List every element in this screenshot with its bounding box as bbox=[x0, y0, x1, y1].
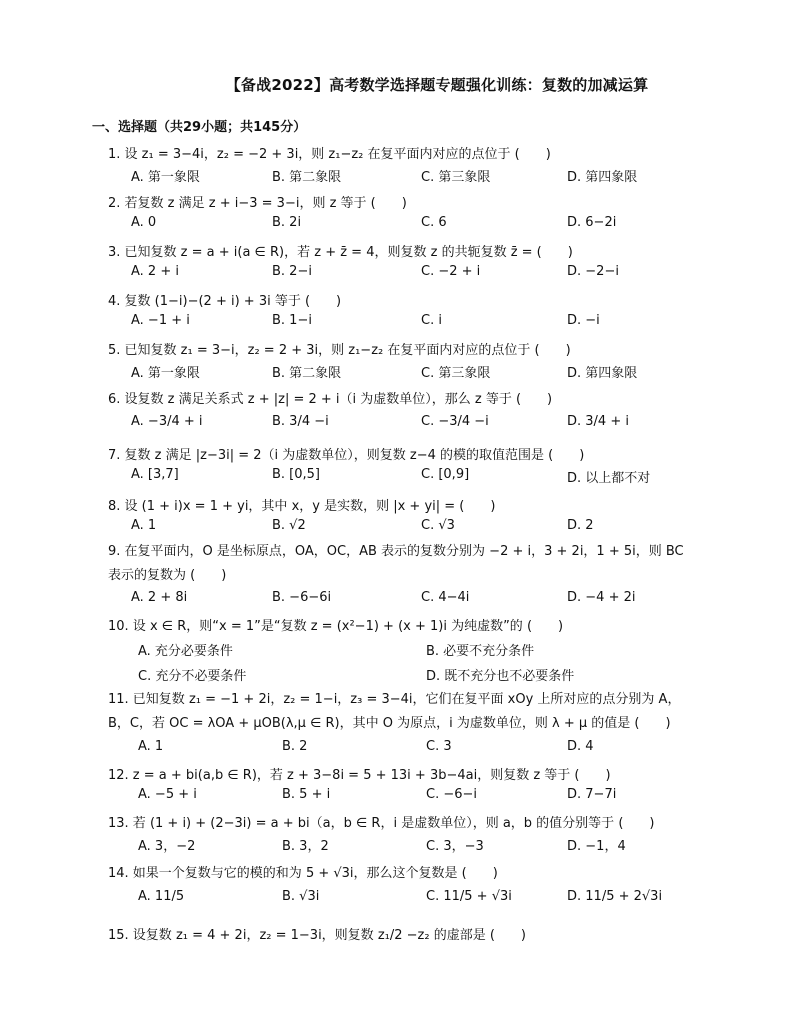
q13-option-a[interactable]: A. 3，−2 bbox=[138, 839, 196, 854]
q13-option-b[interactable]: B. 3，2 bbox=[282, 839, 329, 854]
question-4: 4. 复数 (1−i)−(2 + i) + 3i 等于 ( ) bbox=[108, 294, 342, 309]
q2-option-d[interactable]: D. 6−2i bbox=[567, 215, 617, 230]
q11-option-b[interactable]: B. 2 bbox=[282, 739, 308, 754]
q9-option-c[interactable]: C. 4−4i bbox=[421, 590, 470, 605]
q12-option-b[interactable]: B. 5 + i bbox=[282, 787, 331, 802]
question-1: 1. 设 z₁ = 3−4i，z₂ = −2 + 3i，则 z₁−z₂ 在复平面内对应的点位于 ( ) bbox=[108, 147, 551, 162]
q5-option-c[interactable]: C. 第三象限 bbox=[421, 366, 491, 381]
q2-option-a[interactable]: A. 0 bbox=[131, 215, 157, 230]
q3-option-b[interactable]: B. 2−i bbox=[272, 264, 312, 279]
q10-option-a[interactable]: A. 充分必要条件 bbox=[138, 644, 233, 659]
question-12: 12. z = a + bi(a,b ∈ R)，若 z + 3−8i = 5 + 13i + 3b−4ai，则复数 z 等于 ( ) bbox=[108, 768, 611, 783]
q4-option-c[interactable]: C. i bbox=[421, 313, 442, 328]
q6-option-c[interactable]: C. −3/4 −i bbox=[421, 414, 489, 429]
q10-option-d[interactable]: D. 既不充分也不必要条件 bbox=[426, 669, 575, 684]
q2-option-c[interactable]: C. 6 bbox=[421, 215, 447, 230]
q14-option-d[interactable]: D. 11/5 + 2√3i bbox=[567, 889, 663, 904]
q1-option-d[interactable]: D. 第四象限 bbox=[567, 170, 638, 185]
q13-option-c[interactable]: C. 3，−3 bbox=[426, 839, 484, 854]
question-3: 3. 已知复数 z = a + i(a ∈ R)，若 z + z̄ = 4，则复数 z 的共轭复数 z̄ = ( ) bbox=[108, 245, 573, 260]
q1-option-b[interactable]: B. 第二象限 bbox=[272, 170, 342, 185]
q9-option-a[interactable]: A. 2 + 8i bbox=[131, 590, 188, 605]
q4-option-a[interactable]: A. −1 + i bbox=[131, 313, 190, 328]
question-8: 8. 设 (1 + i)x = 1 + yi，其中 x，y 是实数，则 |x + yi| = ( ) bbox=[108, 499, 496, 514]
q3-option-a[interactable]: A. 2 + i bbox=[131, 264, 179, 279]
q3-option-c[interactable]: C. −2 + i bbox=[421, 264, 481, 279]
q4-option-b[interactable]: B. 1−i bbox=[272, 313, 312, 328]
q10-option-c[interactable]: C. 充分不必要条件 bbox=[138, 669, 247, 684]
q14-option-a[interactable]: A. 11/5 bbox=[138, 889, 185, 904]
document-title: 【备战2022】高考数学选择题专题强化训练：复数的加减运算 bbox=[225, 76, 649, 94]
q5-option-a[interactable]: A. 第一象限 bbox=[131, 366, 200, 381]
question-15: 15. 设复数 z₁ = 4 + 2i，z₂ = 1−3i，则复数 z₁/2 −z₂ 的虚部是 ( ) bbox=[108, 928, 526, 943]
q5-option-b[interactable]: B. 第二象限 bbox=[272, 366, 342, 381]
q11-option-c[interactable]: C. 3 bbox=[426, 739, 452, 754]
question-11: 11. 已知复数 z₁ = −1 + 2i，z₂ = 1−i，z₃ = 3−4i，它们在复平面 xOy 上所对应的点分别为 A，B，C，若 OC = λOA + μOB(λ,μ ∈ R)，其中 O 为原点，i 为虚数单位，则 λ + μ 的值是 ( ) bbox=[108, 692, 681, 731]
question-5: 5. 已知复数 z₁ = 3−i，z₂ = 2 + 3i，则 z₁−z₂ 在复平面内对应的点位于 ( ) bbox=[108, 343, 571, 358]
q8-option-b[interactable]: B. √2 bbox=[272, 518, 306, 533]
q6-option-b[interactable]: B. 3/4 −i bbox=[272, 414, 329, 429]
q9-option-b[interactable]: B. −6−6i bbox=[272, 590, 332, 605]
q4-option-d[interactable]: D. −i bbox=[567, 313, 600, 328]
q6-option-a[interactable]: A. −3/4 + i bbox=[131, 414, 203, 429]
question-6: 6. 设复数 z 满足关系式 z + |z| = 2 + i（i 为虚数单位），那么 z 等于 ( ) bbox=[108, 392, 553, 407]
q7-option-c[interactable]: C. [0,9] bbox=[421, 467, 470, 482]
question-9: 9. 在复平面内，O 是坐标原点，OA，OC，AB 表示的复数分别为 −2 + i，3 + 2i，1 + 5i，则 BC 表示的复数为 ( ) bbox=[108, 544, 684, 583]
q12-option-d[interactable]: D. 7−7i bbox=[567, 787, 617, 802]
q7-option-d[interactable]: D. 以上都不对 bbox=[567, 471, 651, 486]
q7-option-b[interactable]: B. [0,5] bbox=[272, 467, 321, 482]
q8-option-d[interactable]: D. 2 bbox=[567, 518, 594, 533]
q9-option-d[interactable]: D. −4 + 2i bbox=[567, 590, 636, 605]
q8-option-c[interactable]: C. √3 bbox=[421, 518, 455, 533]
q10-option-b[interactable]: B. 必要不充分条件 bbox=[426, 644, 535, 659]
q12-option-c[interactable]: C. −6−i bbox=[426, 787, 478, 802]
question-13: 13. 若 (1 + i) + (2−3i) = a + bi（a，b ∈ R，i 是虚数单位），则 a，b 的值分别等于 ( ) bbox=[108, 816, 655, 831]
question-7: 7. 复数 z 满足 |z−3i| = 2（i 为虚数单位），则复数 z−4 的模的取值范围是 ( ) bbox=[108, 448, 585, 463]
question-2: 2. 若复数 z 满足 z + i−3 = 3−i，则 z 等于 ( ) bbox=[108, 196, 407, 211]
q12-option-a[interactable]: A. −5 + i bbox=[138, 787, 197, 802]
question-10: 10. 设 x ∈ R，则“x = 1”是“复数 z = (x²−1) + (x + 1)i 为纯虚数”的 ( ) bbox=[108, 619, 564, 634]
question-14: 14. 如果一个复数与它的模的和为 5 + √3i，那么这个复数是 ( ) bbox=[108, 866, 498, 881]
q11-option-d[interactable]: D. 4 bbox=[567, 739, 594, 754]
q1-option-a[interactable]: A. 第一象限 bbox=[131, 170, 200, 185]
q11-option-a[interactable]: A. 1 bbox=[138, 739, 164, 754]
q7-option-a[interactable]: A. [3,7] bbox=[131, 467, 179, 482]
q14-option-b[interactable]: B. √3i bbox=[282, 889, 320, 904]
q6-option-d[interactable]: D. 3/4 + i bbox=[567, 414, 629, 429]
q14-option-c[interactable]: C. 11/5 + √3i bbox=[426, 889, 512, 904]
q13-option-d[interactable]: D. −1，4 bbox=[567, 839, 626, 854]
q2-option-b[interactable]: B. 2i bbox=[272, 215, 302, 230]
q1-option-c[interactable]: C. 第三象限 bbox=[421, 170, 491, 185]
q8-option-a[interactable]: A. 1 bbox=[131, 518, 157, 533]
section-heading: 一、选择题（共29小题；共145分） bbox=[92, 120, 307, 135]
q3-option-d[interactable]: D. −2−i bbox=[567, 264, 619, 279]
q5-option-d[interactable]: D. 第四象限 bbox=[567, 366, 638, 381]
